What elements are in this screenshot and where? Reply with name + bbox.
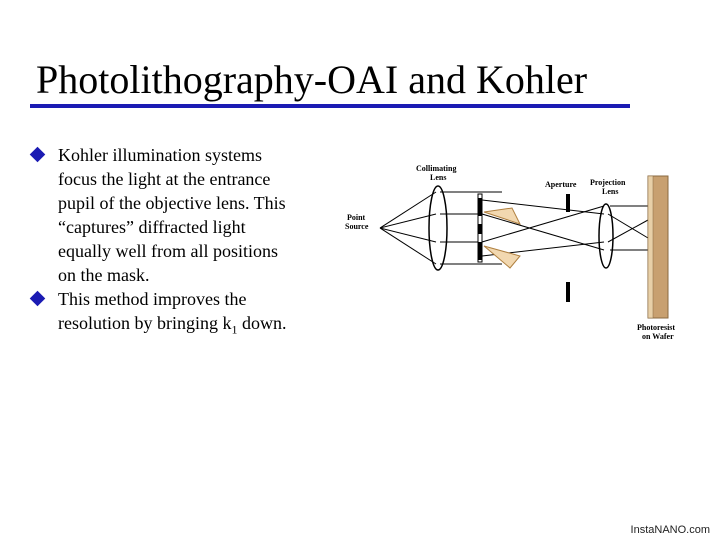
- title-underline: [30, 104, 630, 108]
- diamond-bullet-icon: [30, 147, 46, 163]
- diffraction-cones: [484, 208, 520, 268]
- bullet-1-line-6: on the mask.: [58, 265, 150, 285]
- photoresist-label-2: on Wafer: [642, 332, 674, 341]
- bullet-2-text: resolution by bringing k: [58, 313, 232, 333]
- point-source-label-1: Point: [347, 213, 366, 222]
- aperture-top-blade: [566, 194, 570, 212]
- bullet-1-line-5: equally well from all positions: [58, 241, 278, 261]
- diamond-bullet-icon: [30, 291, 46, 307]
- bullet-1-line-1: Kohler illumination systems: [58, 145, 262, 165]
- bullet-list: [30, 143, 320, 342]
- collimating-lens: [429, 186, 447, 270]
- aperture-bottom-blade: [566, 282, 570, 302]
- bullet-2-suffix: down.: [237, 313, 287, 333]
- photoresist-label-1: Photoresist: [637, 323, 676, 332]
- mask: [478, 194, 482, 262]
- k1-subscript: 1: [231, 322, 238, 337]
- footer-credit: InstaNANO.com: [630, 524, 710, 536]
- bullet-item-2: [30, 287, 320, 342]
- slide-title: Photolithography-OAI and Kohler: [36, 57, 588, 102]
- bullet-1-line-4: “captures” diffracted light: [58, 217, 246, 237]
- projection-label-2: Lens: [602, 187, 619, 196]
- collimating-label-1: Collimating: [416, 164, 457, 173]
- projection-label-1: Projection: [590, 178, 626, 187]
- aperture-label: Aperture: [545, 180, 577, 189]
- bullet-1-line-2: focus the light at the entrance: [58, 169, 271, 189]
- point-source-label-2: Source: [345, 222, 369, 231]
- bullet-2-line-1: This method improves the: [58, 289, 247, 309]
- bullet-2-line-2: [58, 311, 320, 342]
- collimating-label-2: Lens: [430, 173, 447, 182]
- source-rays: [380, 192, 648, 264]
- kohler-illumination-diagram: [340, 150, 710, 350]
- bullet-1-line-3: pupil of the objective lens. This: [58, 193, 286, 213]
- bullet-item-1: [30, 143, 320, 287]
- projection-lens: [599, 204, 613, 268]
- photoresist: [648, 176, 653, 318]
